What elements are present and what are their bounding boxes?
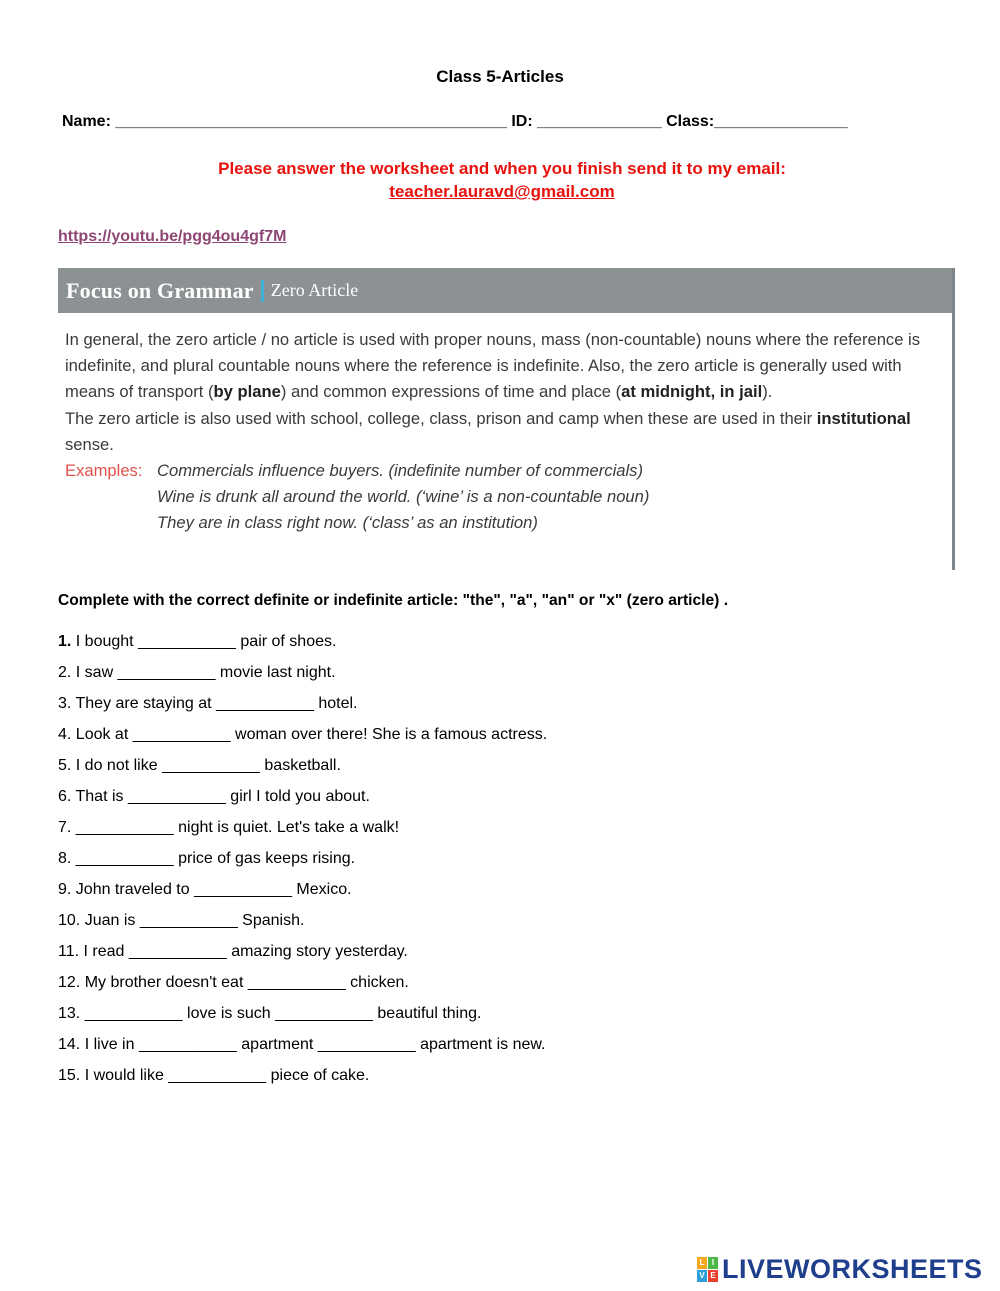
grammar-box-heading: Focus on Grammar: [66, 277, 254, 303]
student-info-row: Name: ____________________________________________ ID: ______________ Class:_______________: [62, 113, 848, 130]
question-item[interactable]: 5. I do not like ___________ basketball.: [58, 757, 341, 774]
example-row: [65, 510, 945, 536]
example-sentence: Commercials influence buyers. (indefinite number of commercials): [157, 461, 644, 481]
logo-block: E: [708, 1270, 718, 1282]
grammar-box: [58, 268, 955, 570]
logo-wordmark: LIVEWORKSHEETS: [722, 1254, 983, 1284]
worksheet-title: Class 5-Articles: [436, 67, 564, 86]
question-item[interactable]: 8. ___________ price of gas keeps rising.: [58, 850, 356, 867]
grammar-box-body: [58, 313, 955, 537]
heading-divider: [261, 280, 264, 302]
logo-blocks-icon: [697, 1257, 718, 1282]
grammar-paragraph-2: The zero article is also used with school, college, class, prison and camp when these are used in their institutional sense.: [65, 408, 911, 454]
question-list: [58, 631, 547, 1096]
example-sentence: They are in class right now. (‘class’ as an institution): [157, 513, 538, 533]
liveworksheets-logo: [697, 1254, 983, 1285]
logo-block: I: [708, 1257, 718, 1269]
logo-block: V: [697, 1270, 707, 1282]
question-item[interactable]: 3. They are staying at ___________ hotel.: [58, 695, 358, 712]
question-item[interactable]: 7. ___________ night is quiet. Let's take a walk!: [58, 819, 400, 836]
question-item[interactable]: 11. I read ___________ amazing story yesterday.: [58, 943, 408, 960]
grammar-box-border: [952, 268, 955, 570]
question-item[interactable]: 1. I bought ___________ pair of shoes.: [58, 633, 337, 650]
exercise-instruction: Complete with the correct definite or indefinite article: "the", "a", "an" or "x" (zero article) .: [58, 592, 729, 609]
question-item[interactable]: 9. John traveled to ___________ Mexico.: [58, 881, 352, 898]
example-row: [65, 484, 945, 510]
question-item[interactable]: 2. I saw ___________ movie last night.: [58, 664, 336, 681]
notice-text: Please answer the worksheet and when you finish send it to my email:: [218, 159, 786, 178]
question-item[interactable]: 4. Look at ___________ woman over there! She is a famous actress.: [58, 726, 548, 743]
question-item[interactable]: 14. I live in ___________ apartment ___________ apartment is new.: [58, 1036, 546, 1053]
grammar-paragraph-1: In general, the zero article / no article is used with proper nouns, mass (non-countable) nouns where the reference is indefinite, and plural countable nouns where the reference is indefinite. Also, the zero article is generally used with means of transport (by plane) and common expressions of time and place (at midnight, in jail).: [65, 330, 921, 402]
examples-label: Examples:: [65, 461, 143, 481]
example-sentence: Wine is drunk all around the world. (‘wine’ is a non-countable noun): [157, 487, 650, 507]
teacher-email-link[interactable]: teacher.lauravd@gmail.com: [389, 182, 615, 201]
question-item[interactable]: 6. That is ___________ girl I told you about.: [58, 788, 370, 805]
logo-block: L: [697, 1257, 707, 1269]
video-link[interactable]: https://youtu.be/pgg4ou4gf7M: [58, 228, 287, 245]
question-item[interactable]: 12. My brother doesn't eat ___________ chicken.: [58, 974, 409, 991]
example-row: [65, 458, 945, 484]
question-item[interactable]: 13. ___________ love is such ___________ beautiful thing.: [58, 1005, 482, 1022]
grammar-box-header: [58, 268, 955, 313]
grammar-box-subheading: Zero Article: [270, 280, 359, 300]
question-item[interactable]: 15. I would like ___________ piece of cake.: [58, 1067, 370, 1084]
instructions-notice: [0, 157, 1000, 203]
question-item[interactable]: 10. Juan is ___________ Spanish.: [58, 912, 305, 929]
